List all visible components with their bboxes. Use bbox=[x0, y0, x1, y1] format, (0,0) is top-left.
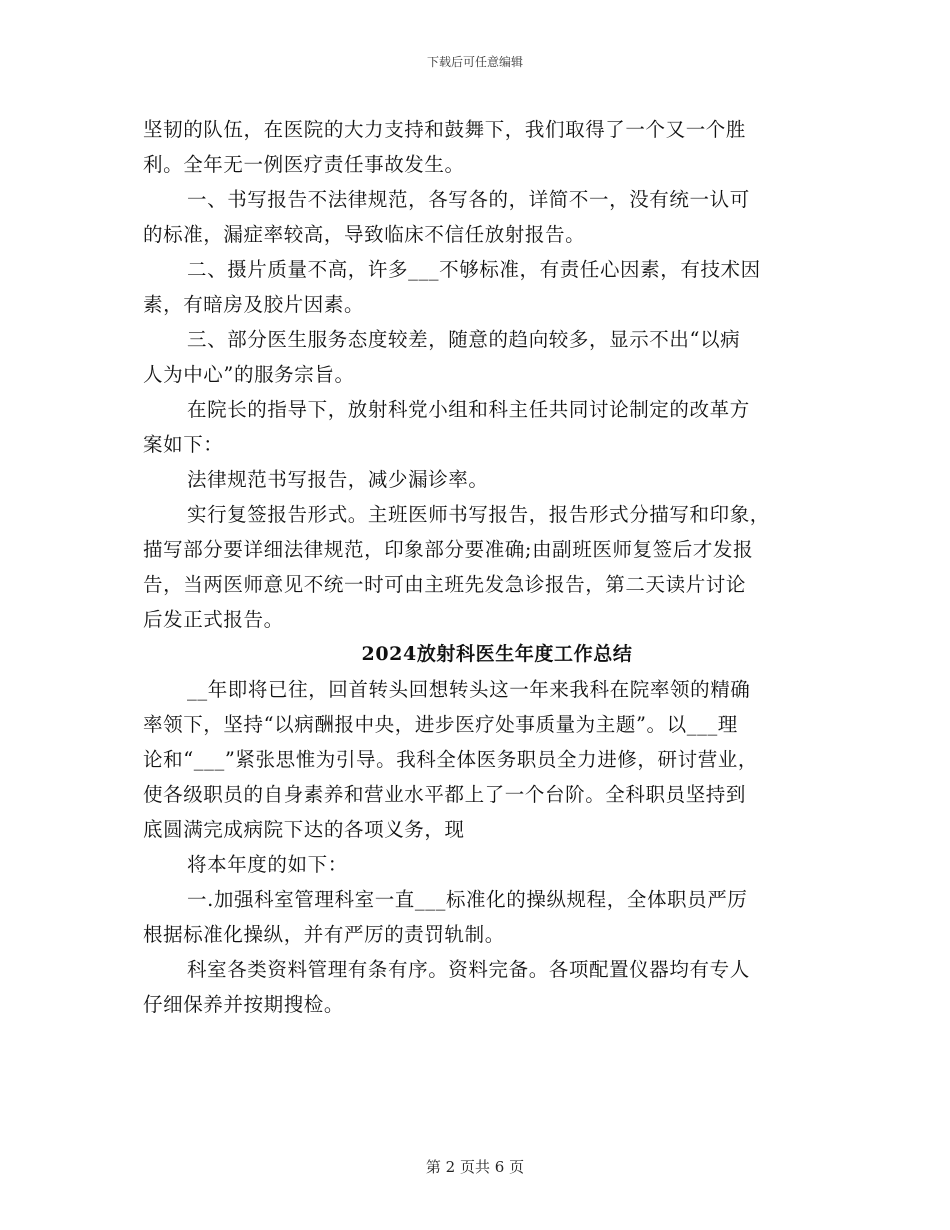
text-line: 二、摄片质量不高，许多___不够标准，有责任心因素，有技术因 bbox=[187, 258, 761, 281]
document-body bbox=[143, 112, 811, 1022]
text-line: 实行复签报告形式。主班医师书写报告，报告形式分描写和印象， bbox=[187, 503, 770, 526]
text-line: 一、书写报告不法律规范，各写各的，详简不一，没有统一认可 bbox=[187, 188, 750, 211]
text-line: 三、部分医生服务态度较差，随意的趋向较多，显示不出“以病 bbox=[187, 328, 741, 351]
section-heading: 2024放射科医生年度工作总结 bbox=[361, 643, 633, 665]
page-number: 第 2 页共 6 页 bbox=[425, 1158, 525, 1176]
text-line: 科室各类资料管理有条有序。资料完备。各项配置仪器均有专人 bbox=[187, 958, 750, 981]
text-line: 人为中心”的服务宗旨。 bbox=[143, 363, 355, 386]
text-line: __年即将已往，回首转头回想转头这一年来我科在院率领的精确 bbox=[187, 678, 751, 701]
text-line: 利。全年无一例医疗责任事故发生。 bbox=[143, 153, 465, 176]
text-line: 在院长的指导下，放射科党小组和科主任共同讨论制定的改革方 bbox=[187, 398, 750, 421]
text-line: 根据标准化操纵，并有严厉的责罚轨制。 bbox=[143, 923, 505, 946]
text-line: 使各级职员的自身素养和营业水平都上了一个台阶。全科职员坚持到 bbox=[143, 783, 747, 806]
text-line: 案如下： bbox=[143, 433, 224, 456]
text-line: 的标准，漏症率较高，导致临床不信任放射报告。 bbox=[143, 223, 586, 246]
text-line: 率领下，坚持“以病酬报中央，进步医疗处事质量为主题”。以___理 bbox=[143, 713, 738, 736]
text-line: 素，有暗房及胶片因素。 bbox=[143, 293, 365, 316]
page-header: 下载后可任意编辑 bbox=[426, 55, 523, 69]
text-line: 后发正式报告。 bbox=[143, 608, 284, 631]
text-line: 将本年度的如下： bbox=[187, 853, 348, 876]
text-line: 告，当两医师意见不统一时可由主班先发急诊报告，第二天读片讨论 bbox=[143, 573, 747, 596]
text-line: 坚韧的队伍，在医院的大力支持和鼓舞下，我们取得了一个又一个胜 bbox=[143, 118, 747, 141]
text-line: 法律规范书写报告，减少漏诊率。 bbox=[187, 468, 489, 491]
text-line: 一.加强科室管理科室一直___标准化的操纵规程，全体职员严厉 bbox=[187, 888, 748, 911]
text-line: 底圆满完成病院下达的各项义务，现 bbox=[143, 818, 465, 841]
text-line: 仔细保养并按期搜检。 bbox=[143, 993, 345, 1016]
text-line: 论和“___”紧张思惟为引导。我科全体医务职员全力进修，研讨营业， bbox=[143, 748, 758, 771]
text-line: 描写部分要详细法律规范，印象部分要准确;由副班医师复签后才发报 bbox=[143, 538, 754, 561]
